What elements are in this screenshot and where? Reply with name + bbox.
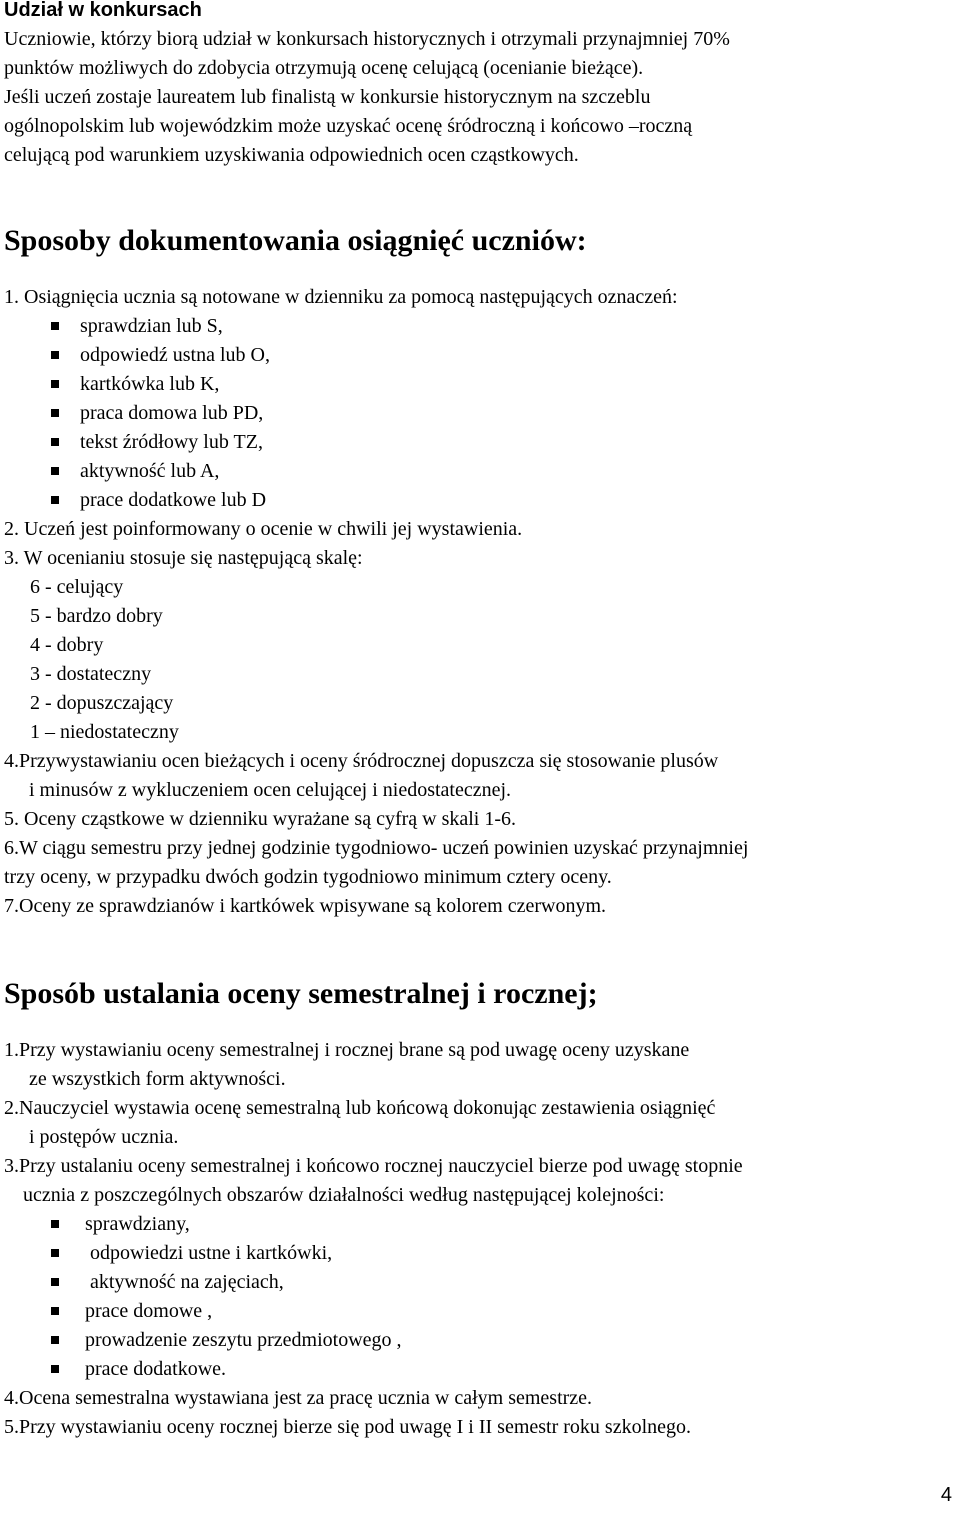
list-item-7: 7.Oceny ze sprawdzianów i kartkówek wpisywane są kolorem czerwonym. bbox=[4, 895, 607, 917]
section-title-semester-grade: Sposób ustalania oceny semestralnej i rocznej; bbox=[4, 977, 598, 1010]
bullet-item: aktywność lub A, bbox=[4, 457, 954, 486]
list-item-3-continued: ucznia z poszczególnych obszarów działalności według następującej kolejności: bbox=[23, 1184, 665, 1206]
list-item-1: 1. Osiągnięcia ucznia są notowane w dzienniku za pomocą następujących oznaczeń: bbox=[4, 286, 678, 308]
bullet-item: prace dodatkowe lub D bbox=[4, 486, 954, 515]
list-item-4: 4.Przywystawianiu ocen bieżących i oceny śródrocznej dopuszcza się stosowanie plusów bbox=[4, 750, 719, 772]
square-bullet-icon bbox=[51, 1365, 59, 1373]
list-item-3: 3. W ocenianiu stosuje się następującą skalę: bbox=[4, 547, 363, 569]
activity-bullet-list bbox=[4, 1210, 954, 1384]
bullet-item: prace dodatkowe. bbox=[4, 1355, 954, 1384]
list-item-6-continued: trzy oceny, w przypadku dwóch godzin tygodniowo minimum cztery oceny. bbox=[4, 866, 612, 888]
paragraph-line: punktów możliwych do zdobycia otrzymują ocenę celującą (ocenianie bieżące). bbox=[4, 57, 644, 79]
list-item-5: 5. Oceny cząstkowe w dzienniku wyrażane są cyfrą w skali 1-6. bbox=[4, 808, 517, 830]
bullet-item: sprawdziany, bbox=[4, 1210, 954, 1239]
bullet-item: odpowiedzi ustne i kartkówki, bbox=[4, 1239, 954, 1268]
list-item-2: 2.Nauczyciel wystawia ocenę semestralną lub końcową dokonując zestawienia osiągnięć bbox=[4, 1097, 716, 1119]
scale-item: 4 - dobry bbox=[30, 634, 104, 656]
paragraph-line: Jeśli uczeń zostaje laureatem lub finalistą w konkursie historycznym na szczeblu bbox=[4, 86, 651, 108]
list-item-2: 2. Uczeń jest poinformowany o ocenie w chwili jej wystawienia. bbox=[4, 518, 523, 540]
paragraph-line: ogólnopolskim lub wojewódzkim może uzyskać ocenę śródroczną i końcowo –roczną bbox=[4, 115, 693, 137]
square-bullet-icon bbox=[51, 380, 59, 388]
square-bullet-icon bbox=[51, 351, 59, 359]
square-bullet-icon bbox=[51, 1278, 59, 1286]
section-title-contests: Udział w konkursach bbox=[4, 0, 202, 21]
list-item-1: 1.Przy wystawianiu oceny semestralnej i rocznej brane są pod uwagę oceny uzyskane bbox=[4, 1039, 690, 1061]
scale-item: 2 - dopuszczający bbox=[30, 692, 174, 714]
list-item-4-continued: i minusów z wykluczeniem ocen celującej i niedostatecznej. bbox=[29, 779, 512, 801]
square-bullet-icon bbox=[51, 438, 59, 446]
scale-item: 1 – niedostateczny bbox=[30, 721, 179, 743]
paragraph-line: celującą pod warunkiem uzyskiwania odpowiednich ocen cząstkowych. bbox=[4, 144, 579, 166]
paragraph-line: Uczniowie, którzy biorą udział w konkursach historycznych i otrzymali przynajmniej 70% bbox=[4, 28, 730, 50]
square-bullet-icon bbox=[51, 322, 59, 330]
bullet-item: prace domowe , bbox=[4, 1297, 954, 1326]
square-bullet-icon bbox=[51, 1336, 59, 1344]
notation-bullet-list bbox=[4, 312, 954, 515]
square-bullet-icon bbox=[51, 1249, 59, 1257]
list-item-5: 5.Przy wystawianiu oceny rocznej bierze się pod uwagę I i II semestr roku szkolnego. bbox=[4, 1416, 692, 1438]
grade-scale bbox=[4, 573, 954, 747]
list-item-3: 3.Przy ustalaniu oceny semestralnej i końcowo rocznej nauczyciel bierze pod uwagę stopnie bbox=[4, 1155, 743, 1177]
scale-item: 5 - bardzo dobry bbox=[30, 605, 163, 627]
bullet-item: odpowiedź ustna lub O, bbox=[4, 341, 954, 370]
bullet-item: prowadzenie zeszytu przedmiotowego , bbox=[4, 1326, 954, 1355]
scale-item: 3 - dostateczny bbox=[30, 663, 152, 685]
square-bullet-icon bbox=[51, 409, 59, 417]
bullet-item: tekst źródłowy lub TZ, bbox=[4, 428, 954, 457]
page-number: 4 bbox=[940, 1484, 952, 1506]
list-item-2-continued: i postępów ucznia. bbox=[29, 1126, 179, 1148]
list-item-1-continued: ze wszystkich form aktywności. bbox=[29, 1068, 286, 1090]
square-bullet-icon bbox=[51, 496, 59, 504]
square-bullet-icon bbox=[51, 1307, 59, 1315]
bullet-item: kartkówka lub K, bbox=[4, 370, 954, 399]
scale-item: 6 - celujący bbox=[30, 576, 124, 598]
bullet-item: aktywność na zajęciach, bbox=[4, 1268, 954, 1297]
bullet-item: praca domowa lub PD, bbox=[4, 399, 954, 428]
square-bullet-icon bbox=[51, 1220, 59, 1228]
list-item-4: 4.Ocena semestralna wystawiana jest za pracę ucznia w całym semestrze. bbox=[4, 1387, 593, 1409]
square-bullet-icon bbox=[51, 467, 59, 475]
bullet-item: sprawdzian lub S, bbox=[4, 312, 954, 341]
document-page bbox=[4, 0, 954, 1442]
list-item-6: 6.W ciągu semestru przy jednej godzinie tygodniowo- uczeń powinien uzyskać przynajmniej bbox=[4, 837, 749, 859]
section-title-documentation: Sposoby dokumentowania osiągnięć uczniów: bbox=[4, 224, 587, 257]
